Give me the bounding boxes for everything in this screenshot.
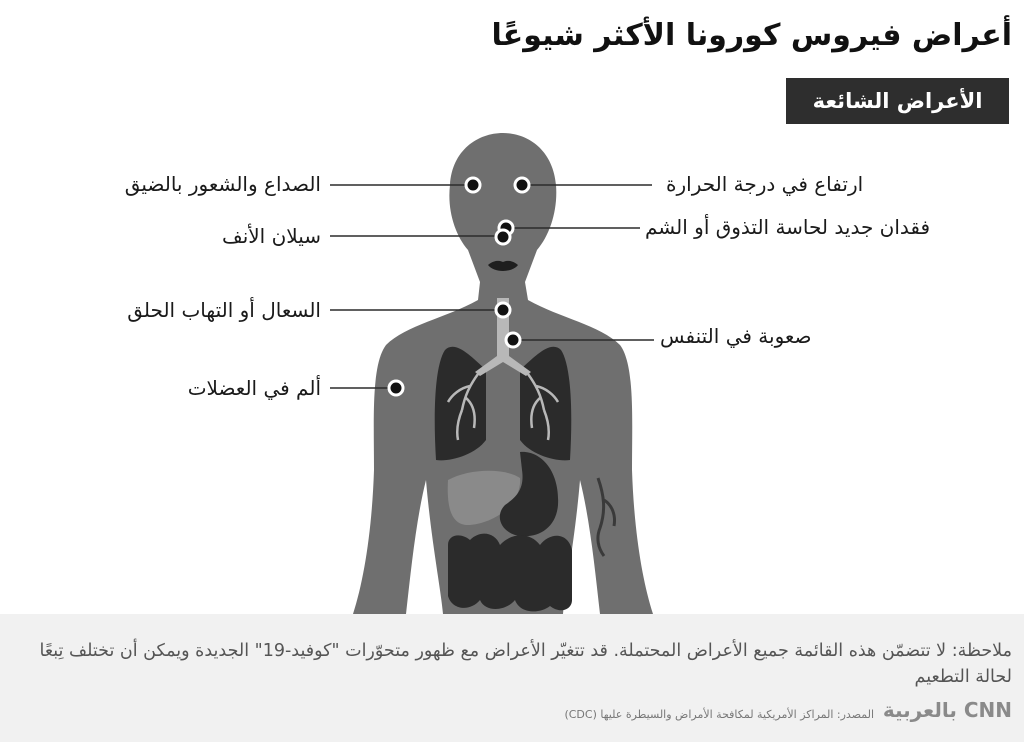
source-credit: المصدر: المراكز الأمريكية لمكافحة الأمراض والسيطرة عليها (CDC) bbox=[564, 708, 874, 721]
label-breathing: صعوبة في التنفس bbox=[660, 324, 812, 348]
label-runny-nose: سيلان الأنف bbox=[221, 224, 321, 248]
section-heading: الأعراض الشائعة bbox=[786, 78, 1009, 124]
footer bbox=[0, 614, 1024, 742]
label-taste-smell: فقدان جديد لحاسة التذوق أو الشم bbox=[645, 215, 931, 239]
label-muscle-pain: ألم في العضلات bbox=[187, 376, 321, 400]
muscle-pain-marker bbox=[389, 381, 403, 395]
cough-marker bbox=[496, 303, 510, 317]
right-lung bbox=[520, 347, 571, 461]
label-cough: السعال أو التهاب الحلق bbox=[127, 298, 321, 322]
page-title: أعراض فيروس كورونا الأكثر شيوعًا bbox=[491, 18, 1012, 53]
breathing-marker bbox=[506, 333, 520, 347]
cnn-arabic-logo: CNN بالعربية bbox=[882, 698, 1012, 722]
label-headache: الصداع والشعور بالضيق bbox=[124, 172, 321, 196]
fever-marker bbox=[515, 178, 529, 192]
footnote: ملاحظة: لا تتضمّن هذه القائمة جميع الأعراض المحتملة. قد تتغيّر الأعراض مع ظهور متحوّرات "كوفيد-19" الجديدة ويمكن أن تختلف تِبعًا لحالة التطعيم bbox=[39, 641, 1012, 687]
intestines bbox=[448, 534, 572, 612]
left-lung bbox=[435, 347, 486, 461]
headache-marker bbox=[466, 178, 480, 192]
runny-nose-marker bbox=[496, 230, 510, 244]
body-silhouette bbox=[353, 133, 653, 614]
label-fever: ارتفاع في درجة الحرارة bbox=[666, 172, 864, 196]
